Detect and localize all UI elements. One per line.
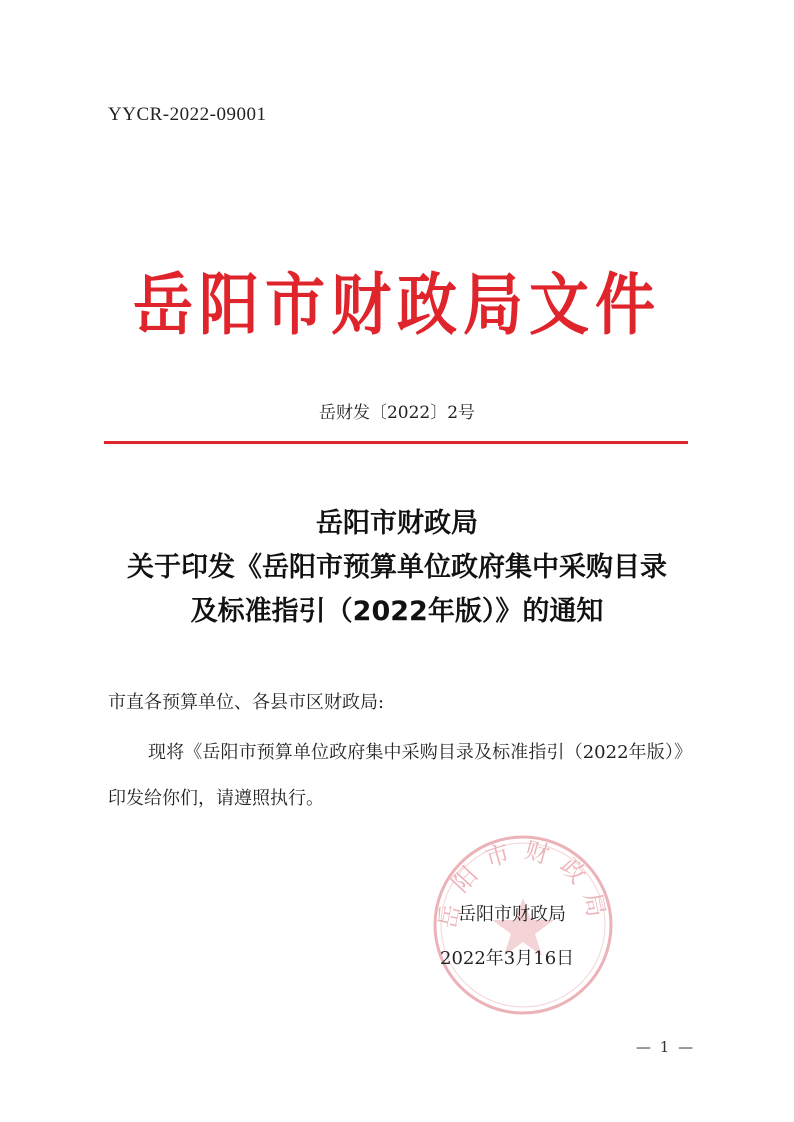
addressee: 市直各预算单位、各县市区财政局: [108, 692, 385, 713]
seal-text: 岳阳市财政局 [433, 835, 613, 932]
document-number: 岳财发〔2022〕2号 [318, 403, 476, 423]
title-line-1: 岳阳市财政局 [316, 508, 478, 539]
signer: 岳阳市财政局 [458, 904, 566, 925]
red-divider [104, 441, 688, 444]
masthead-title: 岳阳市财政局文件 [133, 266, 661, 345]
document-code: YYCR-2022-09001 [108, 104, 267, 125]
sign-date: 2022年3月16日 [440, 948, 575, 969]
body-paragraph: 现将《岳阳市预算单位政府集中采购目录及标准指引（2022年版）》印发给你们，请遵照执行。 [108, 742, 692, 809]
title-line-2: 关于印发《岳阳市预算单位政府集中采购目录 [127, 552, 667, 583]
page-number: — 1 — [636, 1038, 696, 1056]
notice-title [0, 502, 794, 634]
title-line-3: 及标准指引（2022年版）》的通知 [190, 596, 604, 627]
